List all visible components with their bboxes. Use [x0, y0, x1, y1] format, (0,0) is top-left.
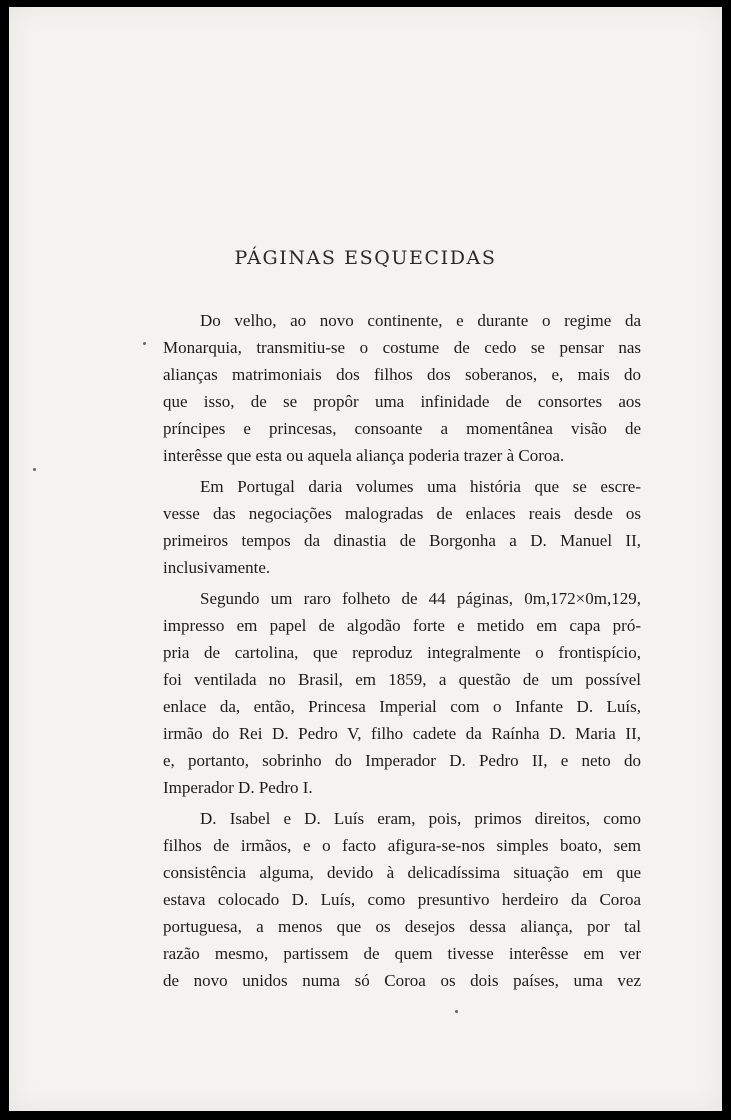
text-line: filhos de irmãos, e o facto afigura-se-nos simples boato, sem [163, 836, 641, 855]
page-body [163, 307, 641, 994]
text-line: primeiros tempos da dinastia de Borgonha a D. Manuel II, [163, 531, 641, 550]
text-line: vesse das negociações malogradas de enlaces reais desde os [163, 504, 641, 523]
text-line: que isso, de se propôr uma infinidade de consortes aos [163, 392, 641, 411]
text-line: Imperador D. Pedro I. [163, 778, 313, 797]
text-line: Segundo um raro folheto de 44 páginas, 0m,172×0m,129, [200, 589, 641, 608]
paragraph [163, 307, 641, 469]
text-line: Monarquia, transmitiu-se o costume de cedo se pensar nas [163, 338, 641, 357]
text-line: consistência alguma, devido à delicadíssima situação em que [163, 863, 641, 882]
scan-speck [143, 342, 146, 345]
text-line: alianças matrimoniais dos filhos dos soberanos, e, mais do [163, 365, 641, 384]
text-line: pria de cartolina, que reproduz integralmente o frontispício, [163, 643, 641, 662]
text-line: e, portanto, sobrinho do Imperador D. Pedro II, e neto do [163, 751, 641, 770]
page-title: PÁGINAS ESQUECIDAS [234, 247, 497, 269]
text-line: estava colocado D. Luís, como presuntivo herdeiro da Coroa [163, 890, 641, 909]
text-line: Em Portugal daria volumes uma história que se escre- [200, 477, 641, 496]
text-line: portuguesa, a menos que os desejos dessa aliança, por tal [163, 917, 641, 936]
text-line: príncipes e princesas, consoante a momentânea visão de [163, 419, 641, 438]
text-line: D. Isabel e D. Luís eram, pois, primos direitos, como [200, 809, 641, 828]
text-line: interêsse que esta ou aquela aliança poderia trazer à Coroa. [163, 446, 565, 465]
paragraph [163, 805, 641, 994]
text-line: irmão do Rei D. Pedro V, filho cadete da Raínha D. Maria II, [163, 724, 641, 743]
text-line: foi ventilada no Brasil, em 1859, a questão de um possível [163, 670, 641, 689]
paragraph [163, 473, 641, 581]
text-line: enlace da, então, Princesa Imperial com o Infante D. Luís, [163, 697, 641, 716]
scan-speck [455, 1010, 458, 1013]
text-line: Do velho, ao novo continente, e durante o regime da [200, 311, 641, 330]
text-line: impresso em papel de algodão forte e metido em capa pró- [163, 616, 641, 635]
book-page [9, 7, 722, 1111]
paragraph [163, 585, 641, 801]
text-line: razão mesmo, partissem de quem tivesse interêsse em ver [163, 944, 641, 963]
text-line: inclusivamente. [163, 558, 271, 577]
text-line: de novo unidos numa só Coroa os dois países, uma vez [163, 971, 641, 990]
scan-speck [33, 468, 36, 471]
